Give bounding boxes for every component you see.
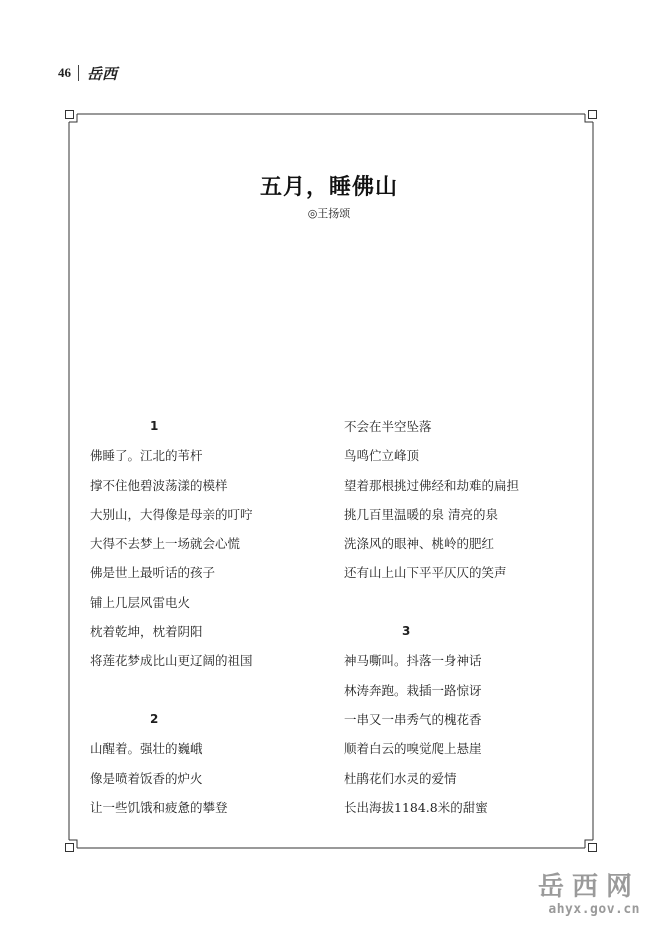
article-title: 五月，睡佛山	[259, 175, 398, 200]
page-number: 46	[58, 65, 71, 80]
poem-column-left	[90, 412, 320, 822]
poem-line: 杜鹃花们水灵的爱情	[344, 770, 457, 786]
poem-line: 山醒着。强壮的巍峨	[90, 741, 203, 757]
poem-line: 顺着白云的嗅觉爬上悬崖	[344, 741, 482, 757]
poem-line: 像是喷着饭香的炉火	[90, 770, 203, 786]
watermark-name: 岳西网	[537, 872, 640, 902]
watermark-url: ahyx.gov.cn	[548, 902, 640, 917]
page-header	[58, 62, 117, 84]
poem-line: 铺上几层风雷电火	[90, 594, 191, 610]
stanza-gap	[344, 588, 584, 617]
stanza-gap	[90, 676, 320, 705]
poem-line: 神马嘶叫。抖落一身神话	[344, 653, 482, 669]
poem-line: 大得不去梦上一场就会心慌	[90, 536, 241, 552]
poem-line: 枕着乾坤，枕着阴阳	[90, 624, 203, 640]
poem-line: 挑几百里温暖的泉 清亮的泉	[344, 506, 498, 522]
poem-line: 望着那根挑过佛经和劫难的扁担	[344, 477, 520, 493]
article-byline: ◎王扬颂	[307, 207, 351, 220]
site-watermark	[500, 872, 640, 918]
section-number: 2	[150, 711, 159, 726]
poem-line: 佛是世上最听话的孩子	[90, 565, 216, 581]
poem-line: 一串又一串秀气的槐花香	[344, 711, 482, 727]
poem-line: 林涛奔跑。栽插一路惊讶	[344, 682, 482, 698]
section-number: 1	[150, 419, 159, 433]
section-number: 3	[402, 624, 411, 639]
poem-line: 佛睡了。江北的苇杆	[90, 448, 203, 464]
poem-column-right	[344, 412, 584, 822]
poem-line: 大别山，大得像是母亲的叮咛	[90, 506, 253, 522]
header-divider	[78, 65, 79, 81]
poem-line: 将莲花梦成比山更辽阔的祖国	[90, 653, 253, 669]
poem-line: 长出海拔1184.8米的甜蜜	[344, 799, 488, 815]
poem-line: 让一些饥饿和疲惫的攀登	[90, 799, 228, 815]
poem-line: 鸟鸣伫立峰顶	[344, 448, 420, 464]
poem-line: 不会在半空坠落	[344, 419, 432, 434]
poem-line: 洗涤风的眼神、桃岭的肥红	[344, 536, 495, 552]
poem-line: 还有山上山下平平仄仄的笑声	[344, 565, 507, 581]
poem-line: 撑不住他碧波荡漾的模样	[90, 477, 228, 493]
magazine-name: 岳西	[87, 64, 118, 83]
